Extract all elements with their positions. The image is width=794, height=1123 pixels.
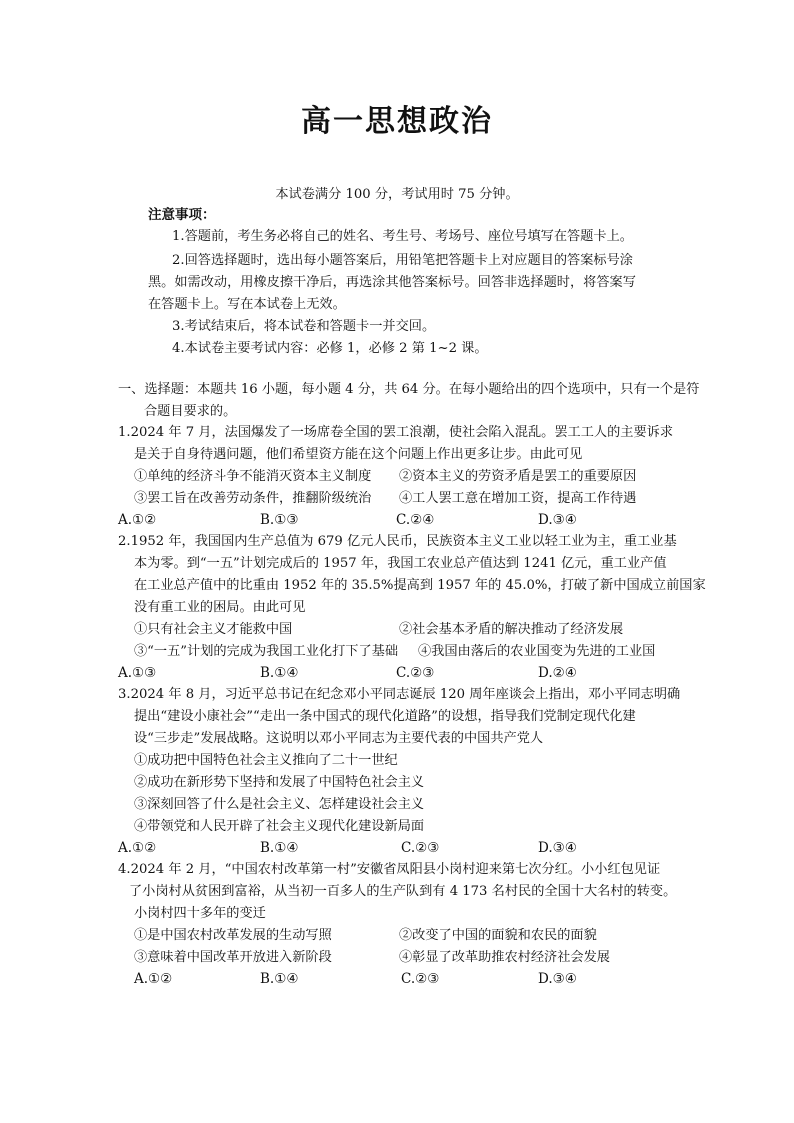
q2-option-1: ①只有社会主义才能救中国	[134, 622, 293, 637]
q3-stem: 提出“建设小康社会”“走出一条中国式的现代化道路”的设想，指导我们党制定现代化建	[134, 709, 636, 724]
q3-option-3: ③深刻回答了什么是社会主义、怎样建设社会主义	[134, 797, 425, 812]
q3-option-1: ①成功把中国特色社会主义推向了二十一世纪	[134, 753, 398, 768]
q1-answer-d: D.③④	[538, 512, 577, 528]
section-heading-cont: 合题目要求的。	[144, 404, 237, 419]
q4-answer-b: B.①④	[260, 971, 299, 987]
q3-stem: 设“三步走”发展战略。这说明以邓小平同志为主要代表的中国共产党人	[134, 731, 544, 746]
q2-answer-c: C.②③	[396, 665, 435, 681]
notice-line: 1.答题前，考生务必将自己的姓名、考生号、考场号、座位号填写在答题卡上。	[172, 229, 633, 244]
q3-answer-d: D.③④	[538, 840, 577, 856]
q1-option-3: ③罢工旨在改善劳动条件，推翻阶级统治	[134, 491, 372, 506]
q2-option-2: ②社会基本矛盾的解决推动了经济发展	[399, 622, 624, 637]
q1-stem: 1.2024 年 7 月，法国爆发了一场席卷全国的罢工浪潮，使社会陷入混乱。罢工工人的主要诉求	[118, 425, 674, 440]
q1-answer-c: C.②④	[396, 512, 435, 528]
q3-answer-a: A.①②	[118, 840, 157, 856]
page-title: 高一思想政治	[301, 104, 493, 139]
q4-stem: 4.2024 年 2 月，“中国农村改革第一村”安徽省凤阳县小岗村迎来第七次分红。小小红包见证	[118, 862, 661, 877]
q1-option-4: ④工人罢工意在增加工资，提高工作待遇	[399, 491, 637, 506]
q2-stem: 2.1952 年，我国国内生产总值为 679 亿元人民币，民族资本主义工业以轻工业为主，重工业基	[118, 534, 677, 549]
q3-answer-c: C.②③	[401, 840, 440, 856]
q4-option-3: ③意味着中国改革开放进入新阶段	[134, 950, 332, 965]
notice-line: 黑。如需改动，用橡皮擦干净后，再选涂其他答案标号。回答非选择题时，将答案写	[148, 275, 636, 290]
q1-option-1: ①单纯的经济斗争不能消灭资本主义制度	[134, 469, 372, 484]
notice-heading: 注意事项：	[148, 207, 216, 223]
q2-answer-b: B.①④	[260, 665, 299, 681]
notice-line: 在答题卡上。写在本试卷上无效。	[148, 297, 346, 312]
q4-answer-a: A.①②	[134, 971, 173, 987]
q2-stem: 没有重工业的困局。由此可见	[134, 600, 306, 615]
notice-line: 4.本试卷主要考试内容：必修 1，必修 2 第 1~2 课。	[172, 341, 488, 356]
q4-option-2: ②改变了中国的面貌和农民的面貌	[399, 928, 597, 943]
q2-answer-d: D.②④	[538, 665, 577, 681]
q4-answer-c: C.②③	[401, 971, 440, 987]
q3-answer-b: B.①④	[260, 840, 299, 856]
q4-stem: 小岗村四十多年的变迁	[134, 906, 266, 921]
q1-answer-b: B.①③	[260, 512, 299, 528]
q1-stem: 是关于自身待遇问题，他们希望资方能在这个问题上作出更多让步。由此可见	[134, 447, 583, 462]
q2-option-3: ③“一五”计划的完成为我国工业化打下了基础	[134, 644, 399, 659]
notice-line: 3.考试结束后，将本试卷和答题卡一并交回。	[172, 319, 436, 334]
q4-answer-d: D.③④	[538, 971, 577, 987]
exam-info: 本试卷满分 100 分，考试用时 75 分钟。	[275, 187, 519, 202]
q3-option-2: ②成功在新形势下坚持和发展了中国特色社会主义	[134, 775, 425, 790]
q2-stem: 本为零。到“一五”计划完成后的 1957 年，我国工农业总产值达到 1241 亿元，重工业产值	[134, 556, 667, 571]
q1-option-2: ②资本主义的劳资矛盾是罢工的重要原因	[399, 469, 637, 484]
q3-option-4: ④带领党和人民开辟了社会主义现代化建设新局面	[134, 819, 425, 834]
notice-line: 2.回答选择题时，选出每小题答案后，用铅笔把答题卡上对应题目的答案标号涂	[172, 253, 633, 268]
q4-option-1: ①是中国农村改革发展的生动写照	[134, 928, 332, 943]
q2-stem: 在工业总产值中的比重由 1952 年的 35.5%提高到 1957 年的 45.0%，打破了新中国成立前国家	[134, 578, 706, 593]
q2-option-4: ④我国由落后的农业国变为先进的工业国	[418, 644, 656, 659]
q4-option-4: ④彰显了改革助推农村经济社会发展	[399, 950, 610, 965]
section-heading: 一、选择题：本题共 16 小题，每小题 4 分，共 64 分。在每小题给出的四个选项中，只有一个是符	[118, 382, 700, 397]
q1-answer-a: A.①②	[118, 512, 157, 528]
q3-stem: 3.2024 年 8 月，习近平总书记在纪念邓小平同志诞辰 120 周年座谈会上指出，邓小平同志明确	[118, 687, 681, 702]
q2-answer-a: A.①③	[118, 665, 157, 681]
q4-stem: 了小岗村从贫困到富裕，从当初一百多人的生产队到有 4 173 名村民的全国十大名村的转变。	[129, 884, 677, 899]
